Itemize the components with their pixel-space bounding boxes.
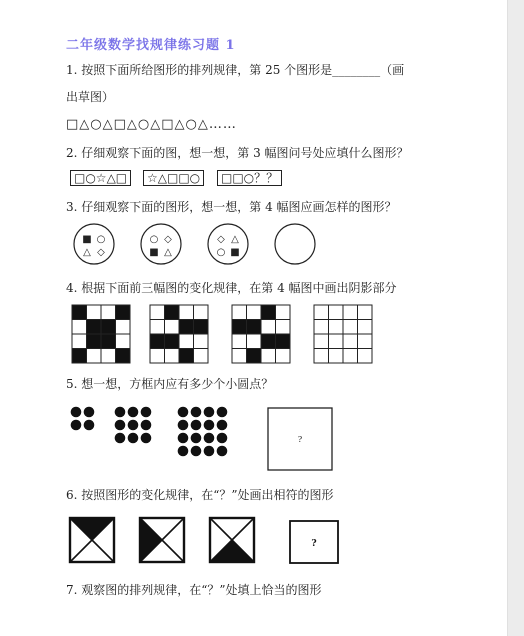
q4-text: 4. 根据下面前三幅图的变化规律，在第 4 幅图中画出阴影部分 <box>66 281 397 295</box>
vertical-scrollbar[interactable] <box>507 0 524 636</box>
q1-shape-sequence: □△○△□△○△□△○△…… <box>66 117 237 132</box>
q6-text: 6. 按照图形的变化规律，在“？”处画出相符的图形 <box>66 488 334 502</box>
q2-text: 2. 仔细观察下面的图，想一想，第 3 幅图问号处应填什么图形？ <box>66 146 409 160</box>
q1-text-line2: 出草图） <box>66 90 115 104</box>
q3-circle-2-symbol: △ <box>164 247 172 258</box>
q3-circle-1-symbol: ◇ <box>97 247 105 258</box>
q3-circle-3-symbol: △ <box>231 234 239 245</box>
q7-text: 7. 观察图的排列规律，在“？”处填上恰当的图形 <box>66 583 322 597</box>
q3-circle-2-symbol: ○ <box>149 234 159 245</box>
q3-circle-1-symbol: △ <box>83 247 91 258</box>
q3-circle-2-symbol: ■ <box>149 247 159 258</box>
q1-text-line1: 1. 按照下面所给图形的排列规律，第 25 个图形是________（画 <box>66 63 405 77</box>
worksheet-title: 二年级数学找规律练习题 1 <box>66 38 236 53</box>
q3-circle-2-symbol: ◇ <box>164 234 172 245</box>
q5-question-mark: ? <box>297 435 303 444</box>
q2-box-2: ☆△□□○ <box>143 170 204 186</box>
q3-circle-3-symbol: ○ <box>216 247 226 258</box>
q3-circle-1-symbol: ○ <box>96 234 106 245</box>
q3-circle-3-symbol: ◇ <box>217 234 225 245</box>
q3-circle-3-symbol: ■ <box>230 247 240 258</box>
q6-question-mark: ? <box>311 539 317 549</box>
q2-box-3: □□○？？ <box>217 170 282 186</box>
q3-circle-1-symbol: ■ <box>82 234 92 245</box>
q3-text: 3. 仔细观察下面的图形，想一想，第 4 幅图应画怎样的图形？ <box>66 200 397 214</box>
q2-box-1: □○☆△□ <box>70 170 131 186</box>
q5-text: 5. 想一想，方框内应有多少个小圆点？ <box>66 377 274 391</box>
